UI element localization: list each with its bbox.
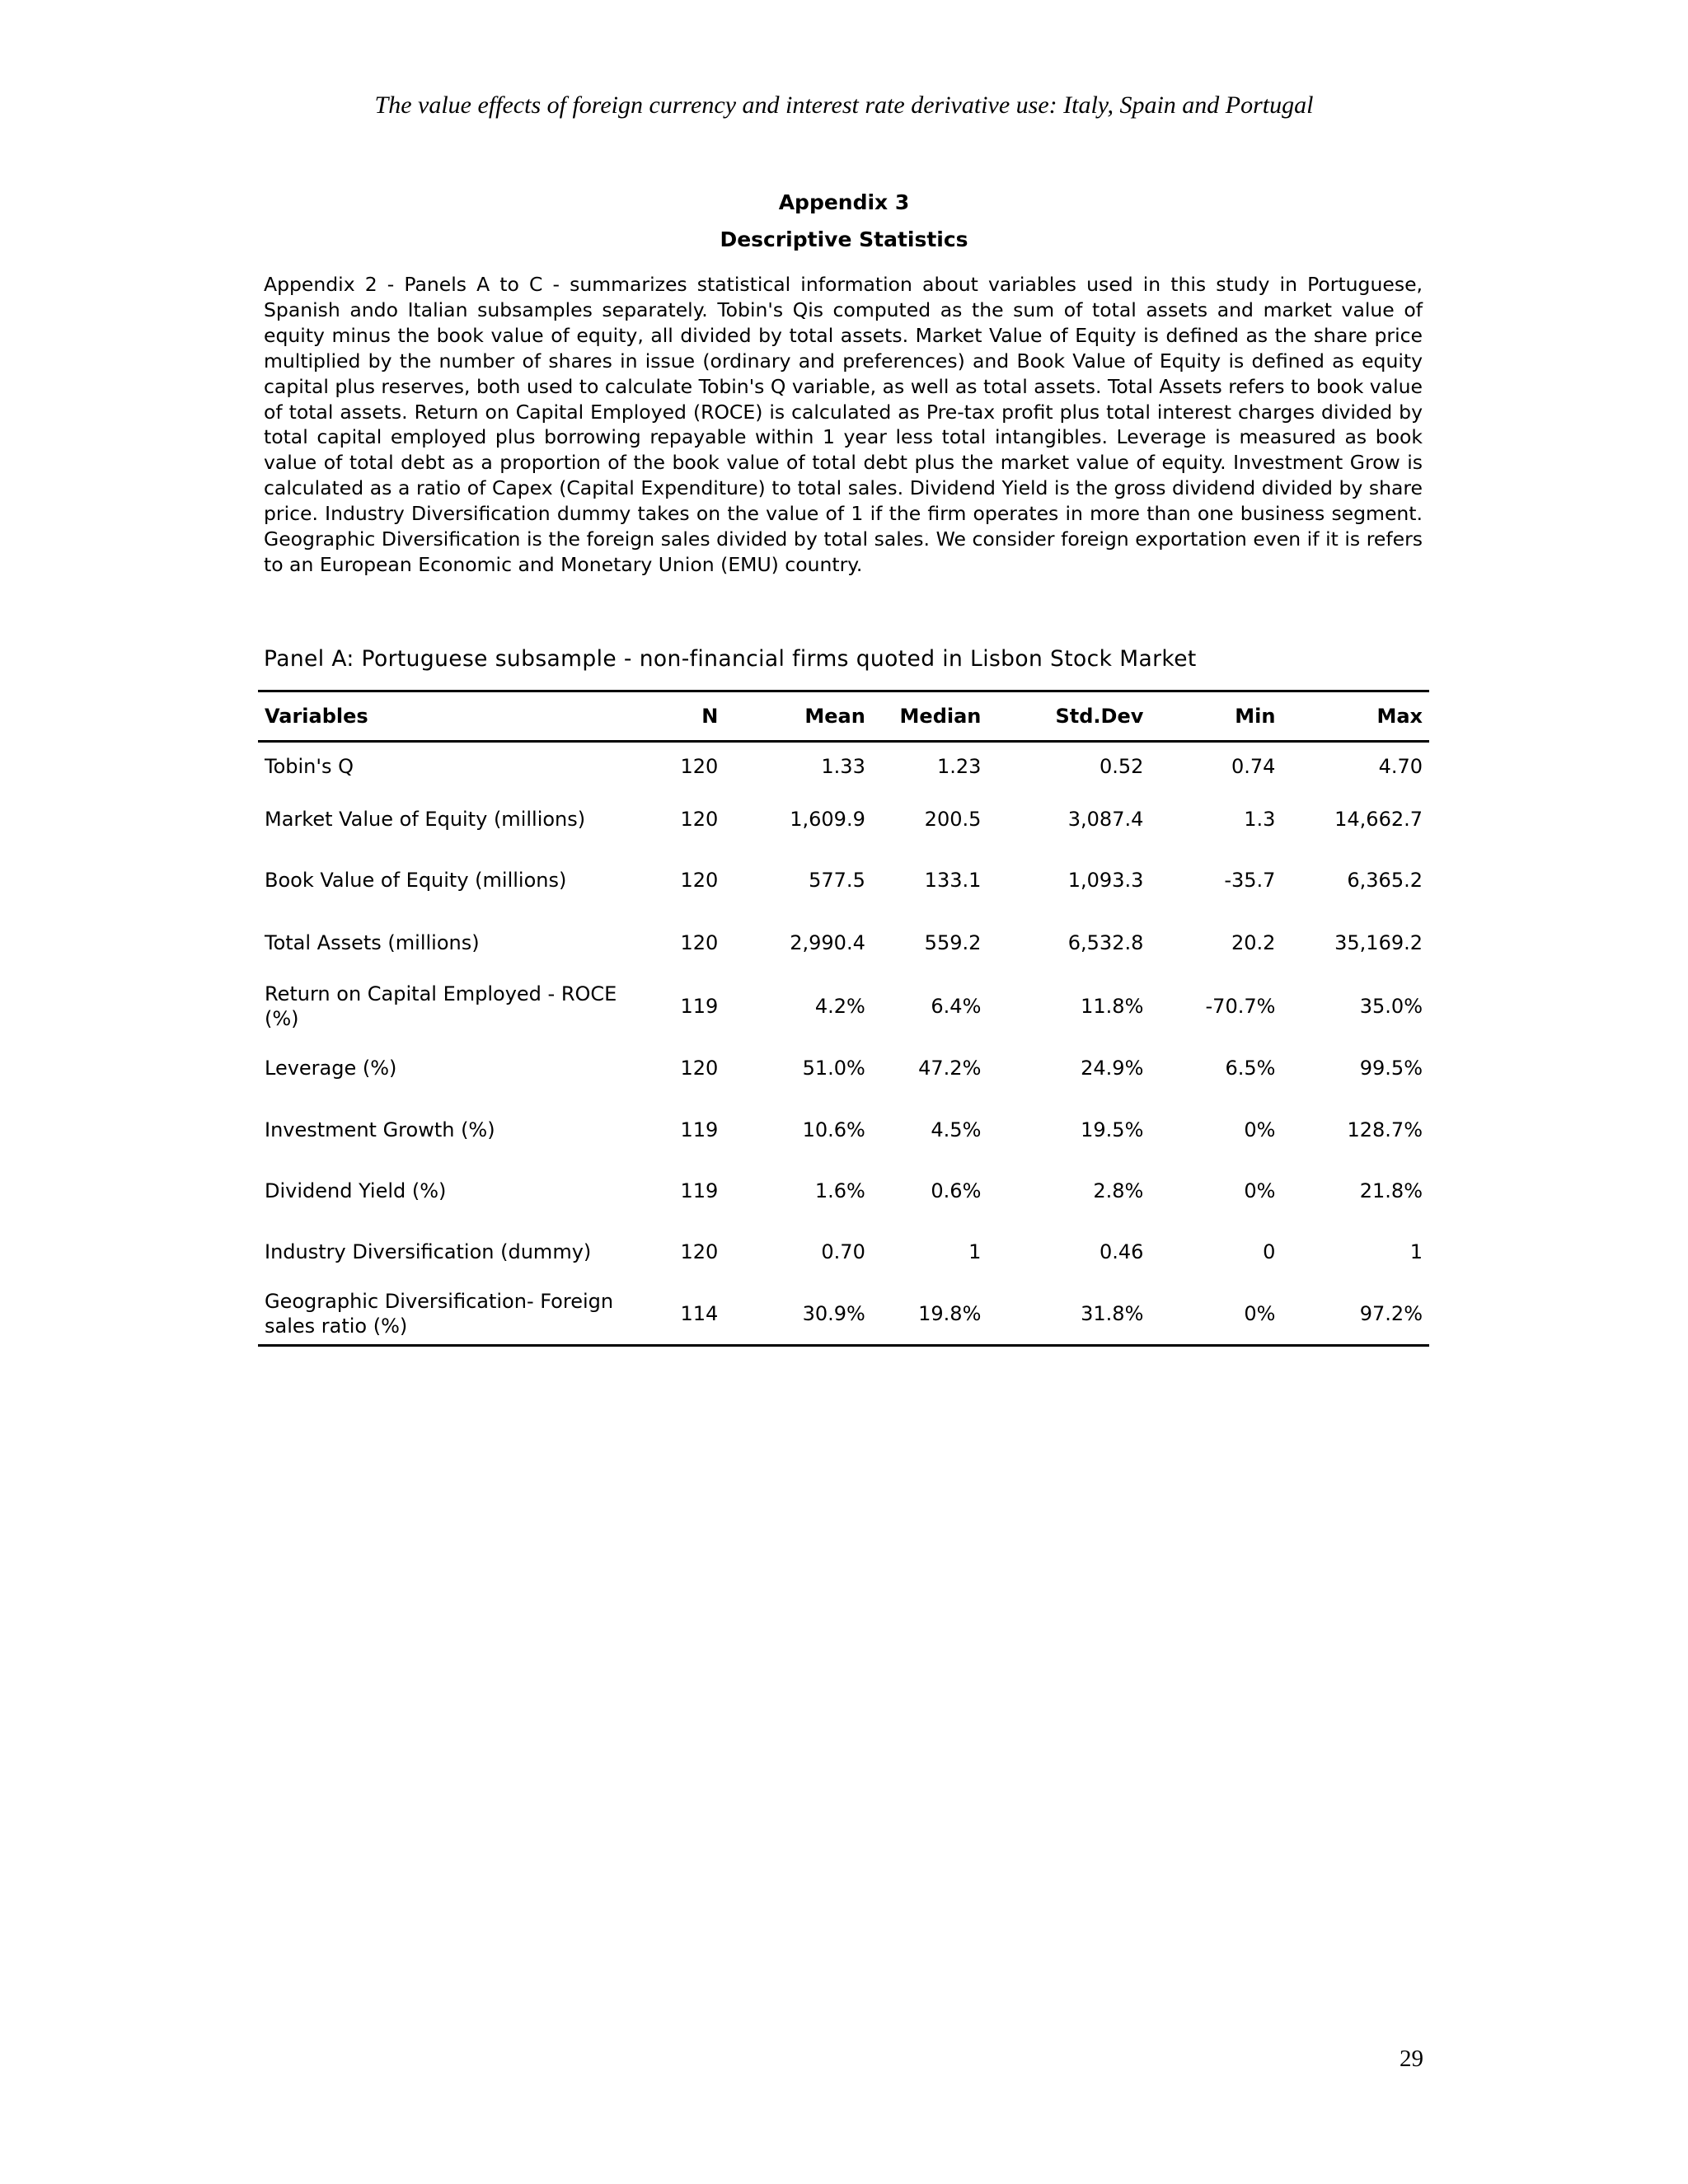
median-cell: 200.5 xyxy=(924,808,982,831)
mean-cell: 30.9% xyxy=(724,1283,872,1346)
min-cell: 1.3 xyxy=(1244,808,1276,831)
variable-cell: Geographic Diversification- Foreign sales ratio (%) xyxy=(258,1283,660,1346)
median-cell: 19.8% xyxy=(872,1283,988,1346)
max-cell: 97.2% xyxy=(1282,1283,1429,1346)
median-cell: 1 xyxy=(968,1240,982,1263)
mean-cell: 51.0% xyxy=(802,1057,865,1080)
table-row xyxy=(258,1160,1429,1221)
max-cell: 21.8% xyxy=(1359,1179,1423,1202)
variable-cell: Industry Diversification (dummy) xyxy=(265,1240,592,1263)
std-dev-cell: 19.5% xyxy=(1081,1118,1144,1141)
max-cell: 35.0% xyxy=(1359,994,1423,1018)
panel-title: Panel A: Portuguese subsample - non-financial firms quoted in Lisbon Stock Market xyxy=(264,646,1197,672)
median-cell: 0.6% xyxy=(931,1179,982,1202)
max-cell: 128.7% xyxy=(1347,1118,1423,1141)
min-cell: 20.2 xyxy=(1231,931,1276,954)
n-cell: 120 xyxy=(680,754,719,778)
table-row xyxy=(258,849,1429,912)
std-dev-cell: 2.8% xyxy=(1093,1179,1144,1202)
table-row xyxy=(258,1099,1429,1160)
variable-cell: Market Value of Equity (millions) xyxy=(265,808,586,831)
std-dev-cell: 6,532.8 xyxy=(1067,931,1144,954)
n-cell: 120 xyxy=(680,1057,719,1080)
table-row xyxy=(258,790,1429,849)
min-cell: 0 xyxy=(1263,1240,1276,1263)
mean-cell: 0.70 xyxy=(821,1240,865,1263)
mean-cell: 10.6% xyxy=(802,1118,865,1141)
header-std-dev: Std.Dev xyxy=(987,691,1150,742)
table-body xyxy=(258,742,1429,1346)
median-cell: 559.2 xyxy=(924,931,982,954)
variable-cell: Investment Growth (%) xyxy=(265,1118,495,1141)
n-cell: 120 xyxy=(680,808,719,831)
mean-cell: 1.33 xyxy=(821,754,865,778)
header-min: Min xyxy=(1150,691,1282,742)
header-max: Max xyxy=(1282,691,1429,742)
min-cell: 6.5% xyxy=(1225,1057,1276,1080)
std-dev-cell: 3,087.4 xyxy=(1067,808,1144,831)
median-cell: 4.5% xyxy=(931,1118,982,1141)
max-cell: 99.5% xyxy=(1359,1057,1423,1080)
mean-cell: 4.2% xyxy=(814,994,865,1018)
n-cell: 119 xyxy=(680,1179,719,1202)
section-title: Descriptive Statistics xyxy=(720,227,968,251)
header-variables: Variables xyxy=(258,691,660,742)
mean-cell: 1,609.9 xyxy=(790,808,865,831)
header-mean: Mean xyxy=(724,691,872,742)
max-cell: 1 xyxy=(1409,1240,1423,1263)
table-row xyxy=(258,742,1429,790)
table-row xyxy=(258,1283,1429,1346)
n-cell: 120 xyxy=(680,868,719,892)
max-cell: 6,365.2 xyxy=(1347,868,1423,892)
n-cell: 120 xyxy=(680,931,719,954)
median-cell: 1.23 xyxy=(936,754,982,778)
header-n: N xyxy=(660,691,724,742)
appendix-title: Appendix 3 xyxy=(778,190,910,214)
min-cell: 0.74 xyxy=(1231,754,1276,778)
min-cell: -35.7 xyxy=(1224,868,1276,892)
descriptive-statistics-table xyxy=(258,690,1429,1347)
variable-cell: Dividend Yield (%) xyxy=(265,1179,447,1202)
median-cell: 47.2% xyxy=(918,1057,982,1080)
std-dev-cell: 31.8% xyxy=(987,1283,1150,1346)
variable-cell: Return on Capital Employed - ROCE (%) xyxy=(265,982,617,1030)
n-cell: 119 xyxy=(680,994,719,1018)
page-number: 29 xyxy=(1400,2046,1423,2072)
std-dev-cell: 11.8% xyxy=(1081,994,1144,1018)
std-dev-cell: 24.9% xyxy=(1081,1057,1144,1080)
max-cell: 14,662.7 xyxy=(1334,808,1423,831)
table-row xyxy=(258,975,1429,1038)
n-cell: 119 xyxy=(680,1118,719,1141)
header-median: Median xyxy=(872,691,988,742)
median-cell: 6.4% xyxy=(931,994,982,1018)
intro-paragraph: Appendix 2 - Panels A to C - summarizes statistical information about variables used in this study in Portuguese, Spanish ando Italian subsamples separately. Tobin's Qis computed as the sum of total assets and market value of equity minus the book value of equity, all divided by total assets. Market Value of Equity is defined as the share price multiplied by the number of shares in issue (ordinary and preferences) and Book Value of Equity is defined as equity capital plus reserves, both used to calculate Tobin's Q variable, as well as total assets. Total Assets refers to book value of total assets. Return on Capital Employed (ROCE) is calculated as Pre-tax profit plus total interest charges divided by total capital employed plus borrowing repayable within 1 year less total intangibles. Leverage is measured as book value of total debt as a proportion of the book value of total debt plus the market value of equity. Investment Grow is calculated as a ratio of Capex (Capital Expenditure) to total sales. Dividend Yield is the gross dividend divided by share price. Industry Diversification dummy takes on the value of 1 if the firm operates in more than one business segment. Geographic Diversification is the foreign sales divided by total sales. We consider foreign exportation even if it is refers to an European Economic and Monetary Union (EMU) country. xyxy=(264,273,1423,576)
std-dev-cell: 0.52 xyxy=(1099,754,1144,778)
mean-cell: 577.5 xyxy=(809,868,865,892)
mean-cell: 2,990.4 xyxy=(790,931,865,954)
std-dev-cell: 1,093.3 xyxy=(1067,868,1144,892)
variable-cell: Total Assets (millions) xyxy=(265,931,480,954)
max-cell: 4.70 xyxy=(1378,754,1423,778)
table-row xyxy=(258,1038,1429,1099)
min-cell: 0% xyxy=(1150,1283,1282,1346)
table-row xyxy=(258,1221,1429,1283)
table-row xyxy=(258,912,1429,975)
n-cell: 114 xyxy=(660,1283,724,1346)
min-cell: -70.7% xyxy=(1205,994,1276,1018)
min-cell: 0% xyxy=(1244,1118,1276,1141)
variable-cell: Book Value of Equity (millions) xyxy=(265,868,567,892)
running-header: The value effects of foreign currency and interest rate derivative use: Italy, Spain and Portugal xyxy=(374,91,1314,119)
table-header-row xyxy=(258,691,1429,742)
max-cell: 35,169.2 xyxy=(1334,931,1423,954)
n-cell: 120 xyxy=(680,1240,719,1263)
median-cell: 133.1 xyxy=(924,868,982,892)
mean-cell: 1.6% xyxy=(814,1179,865,1202)
variable-cell: Tobin's Q xyxy=(265,754,354,778)
min-cell: 0% xyxy=(1244,1179,1276,1202)
std-dev-cell: 0.46 xyxy=(1099,1240,1144,1263)
variable-cell: Leverage (%) xyxy=(265,1057,397,1080)
